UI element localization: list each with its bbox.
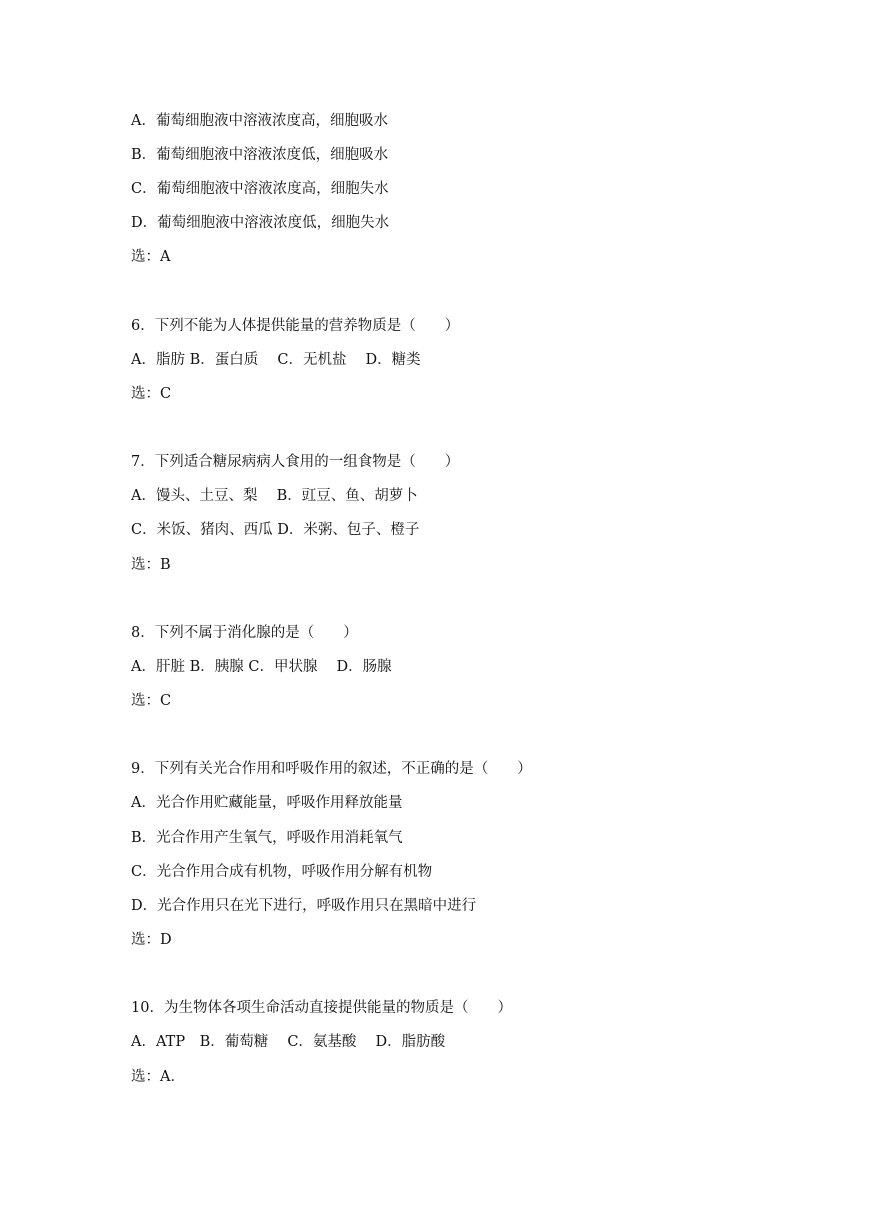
q7-answer: 选：B	[131, 557, 171, 573]
q8-question: 8．下列不属于消化腺的是（ ）	[131, 625, 358, 641]
q5-option-c: C．葡萄细胞液中溶液浓度高，细胞失水	[131, 181, 389, 197]
q9-question: 9．下列有关光合作用和呼吸作用的叙述，不正确的是（ ）	[131, 761, 532, 777]
q5-option-d: D．葡萄细胞液中溶液浓度低，细胞失水	[131, 215, 390, 231]
q9-answer: 选：D	[131, 932, 172, 948]
q8-options: A．肝脏 B．胰腺 C．甲状腺 D．肠腺	[131, 659, 392, 675]
q10-question: 10．为生物体各项生命活动直接提供能量的物质是（ ）	[131, 1000, 512, 1016]
q9-option-b: B．光合作用产生氧气，呼吸作用消耗氧气	[131, 830, 403, 846]
q7-question: 7．下列适合糖尿病病人食用的一组食物是（ ）	[131, 454, 460, 470]
q7-options-ab: A．馒头、土豆、梨 B．豇豆、鱼、胡萝卜	[131, 488, 418, 504]
q6-options: A．脂肪 B．蛋白质 C．无机盐 D．糖类	[131, 352, 421, 368]
q6-question: 6．下列不能为人体提供能量的营养物质是（ ）	[131, 318, 460, 334]
q6-answer: 选：C	[131, 386, 172, 402]
q8-answer: 选：C	[131, 693, 172, 709]
q5-answer: 选：A	[131, 249, 171, 265]
q7-options-cd: C．米饭、猪肉、西瓜 D．米粥、包子、橙子	[131, 522, 420, 538]
q9-option-a: A．光合作用贮藏能量，呼吸作用释放能量	[131, 795, 403, 811]
q10-options: A．ATP B．葡萄糖 C．氨基酸 D．脂肪酸	[131, 1034, 446, 1050]
q9-option-d: D．光合作用只在光下进行，呼吸作用只在黑暗中进行	[131, 898, 477, 914]
q10-answer: 选：A．	[131, 1069, 185, 1085]
q9-option-c: C．光合作用合成有机物，呼吸作用分解有机物	[131, 864, 433, 880]
q5-option-b: B．葡萄细胞液中溶液浓度低，细胞吸水	[131, 147, 389, 163]
q5-option-a: A．葡萄细胞液中溶液浓度高，细胞吸水	[131, 113, 388, 129]
